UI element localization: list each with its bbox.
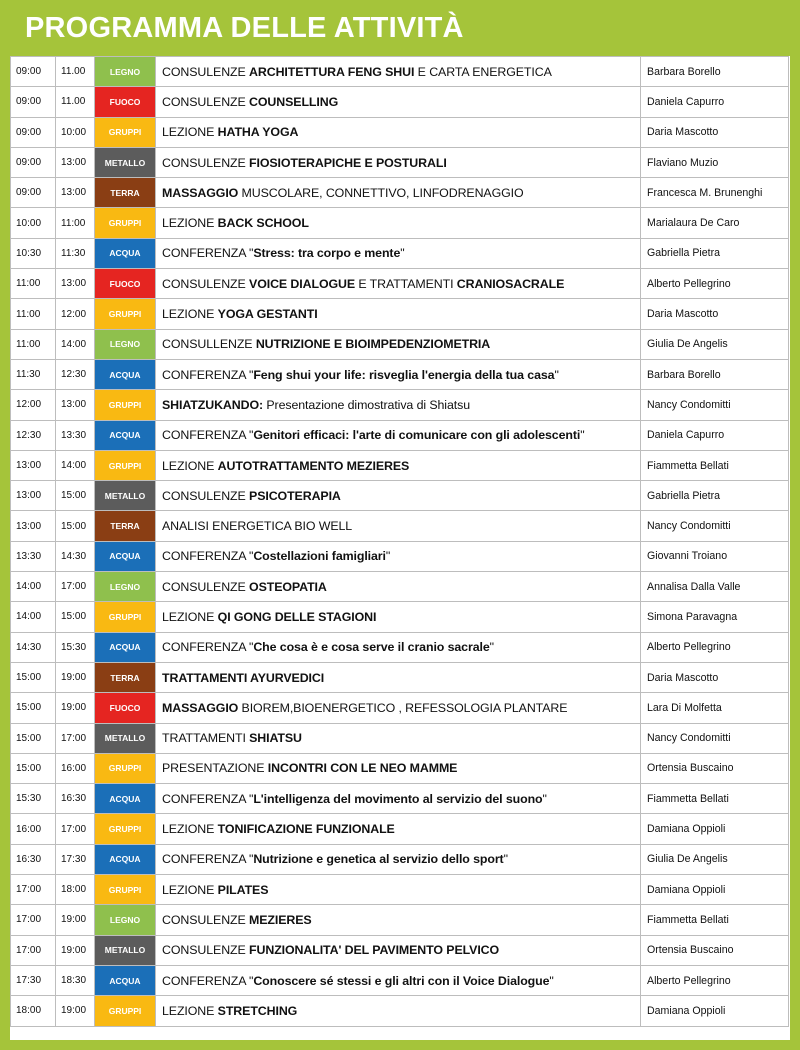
category-badge: GRUPPI (95, 117, 156, 147)
start-time-cell: 17:30 (11, 965, 56, 995)
activity-text-bold: TONIFICAZIONE FUNZIONALE (217, 822, 395, 837)
start-time-cell: 17:00 (11, 935, 56, 965)
activity-text: CONFERENZA " (162, 428, 254, 443)
end-time-cell: 15:00 (56, 602, 95, 632)
activity-cell (156, 359, 641, 389)
activity-cell (156, 511, 641, 541)
activity-text: " (542, 791, 547, 806)
person-cell: Daniela Capurro (641, 420, 789, 450)
table-row (11, 299, 789, 329)
person-cell: Fiammetta Bellati (641, 450, 789, 480)
category-badge: LEGNO (95, 905, 156, 935)
activity-text: CONFERENZA " (162, 246, 254, 261)
person-cell: Damiana Oppioli (641, 875, 789, 905)
activity-cell (156, 178, 641, 208)
table-row (11, 875, 789, 905)
activity-text: CONSULENZE (162, 943, 250, 958)
activity-text: CONFERENZA " (162, 852, 254, 867)
activity-cell (156, 875, 641, 905)
category-badge: TERRA (95, 178, 156, 208)
table-row (11, 814, 789, 844)
person-cell: Lara Di Molfetta (641, 693, 789, 723)
table-row (11, 117, 789, 147)
activity-text-bold: Stress: tra corpo e mente (253, 246, 401, 261)
category-badge: FUOCO (95, 693, 156, 723)
table-row (11, 632, 789, 662)
activity-text: LEZIONE (162, 125, 218, 140)
end-time-cell: 13:00 (56, 390, 95, 420)
person-cell: Giulia De Angelis (641, 844, 789, 874)
activity-text: E CARTA ENERGETICA (414, 64, 552, 79)
table-row (11, 178, 789, 208)
activity-text-bold: AUTOTRATTAMENTO MEZIERES (217, 458, 410, 473)
start-time-cell: 17:00 (11, 905, 56, 935)
person-cell: Daria Mascotto (641, 117, 789, 147)
activity-cell (156, 147, 641, 177)
activity-text-bold: Conoscere sé stessi e gli altri con il Voice Dialogue (253, 973, 550, 988)
end-time-cell: 13:00 (56, 147, 95, 177)
schedule-table (10, 56, 789, 1027)
start-time-cell: 13:00 (11, 450, 56, 480)
activity-text-bold: HATHA YOGA (217, 125, 299, 140)
end-time-cell: 12:00 (56, 299, 95, 329)
start-time-cell: 09:00 (11, 57, 56, 87)
table-row (11, 511, 789, 541)
activity-text: LEZIONE (162, 307, 218, 322)
start-time-cell: 15:00 (11, 723, 56, 753)
table-row (11, 208, 789, 238)
activity-text: CONSULENZE (162, 276, 250, 291)
person-cell: Daria Mascotto (641, 662, 789, 692)
end-time-cell: 17:30 (56, 844, 95, 874)
start-time-cell: 16:30 (11, 844, 56, 874)
start-time-cell: 11:00 (11, 299, 56, 329)
table-row (11, 359, 789, 389)
category-badge: GRUPPI (95, 602, 156, 632)
table-row (11, 693, 789, 723)
activity-text: TRATTAMENTI (162, 731, 250, 746)
person-cell: Barbara Borello (641, 359, 789, 389)
activity-text: CONFERENZA " (162, 791, 254, 806)
activity-cell (156, 753, 641, 783)
end-time-cell: 19:00 (56, 996, 95, 1026)
category-badge: ACQUA (95, 541, 156, 571)
table-row (11, 935, 789, 965)
activity-text: LEZIONE (162, 882, 218, 897)
table-row (11, 87, 789, 117)
end-time-cell: 19:00 (56, 905, 95, 935)
person-cell: Giovanni Troiano (641, 541, 789, 571)
start-time-cell: 16:00 (11, 814, 56, 844)
activity-text-bold: INCONTRI CON LE NEO MAMME (267, 761, 458, 776)
start-time-cell: 13:00 (11, 481, 56, 511)
start-time-cell: 09:00 (11, 117, 56, 147)
activity-text-bold: Costellazioni famigliari (253, 549, 386, 564)
category-badge: GRUPPI (95, 753, 156, 783)
category-badge: GRUPPI (95, 299, 156, 329)
table-row (11, 269, 789, 299)
activity-text-bold: L'intelligenza del movimento al servizio del suono (253, 791, 543, 806)
activity-text: " (385, 549, 391, 564)
table-row (11, 57, 789, 87)
table-row (11, 723, 789, 753)
person-cell: Daniela Capurro (641, 87, 789, 117)
page-title: PROGRAMMA DELLE ATTIVITÀ (25, 12, 464, 44)
category-badge: GRUPPI (95, 450, 156, 480)
end-time-cell: 14:00 (56, 329, 95, 359)
activity-text-bold: MASSAGGIO (162, 185, 239, 200)
end-time-cell: 18:00 (56, 875, 95, 905)
category-badge: METALLO (95, 935, 156, 965)
person-cell: Nancy Condomitti (641, 723, 789, 753)
category-badge: LEGNO (95, 329, 156, 359)
activity-text: " (549, 973, 554, 988)
end-time-cell: 11:00 (56, 208, 95, 238)
person-cell: Alberto Pellegrino (641, 632, 789, 662)
activity-cell (156, 420, 641, 450)
activity-text-bold: PSICOTERAPIA (249, 488, 341, 503)
start-time-cell: 15:00 (11, 662, 56, 692)
activity-cell (156, 996, 641, 1026)
activity-text-bold: Che cosa è e cosa serve il cranio sacrale (253, 640, 490, 655)
activity-cell (156, 814, 641, 844)
activity-text: CONSULENZE (162, 155, 250, 170)
person-cell: Alberto Pellegrino (641, 965, 789, 995)
activity-text: MUSCOLARE, CONNETTIVO, LINFODRENAGGIO (238, 185, 524, 200)
activity-text-bold: ARCHITETTURA FENG SHUI (249, 64, 415, 79)
activity-text: " (489, 640, 494, 655)
activity-cell (156, 329, 641, 359)
activity-text-bold: TRATTAMENTI AYURVEDICI (162, 670, 325, 685)
end-time-cell: 11.00 (56, 87, 95, 117)
activity-text: CONFERENZA " (162, 367, 254, 382)
activity-text-bold: STRETCHING (217, 1003, 298, 1018)
activity-cell (156, 844, 641, 874)
category-badge: GRUPPI (95, 875, 156, 905)
end-time-cell: 17:00 (56, 723, 95, 753)
table-row (11, 965, 789, 995)
person-cell: Barbara Borello (641, 57, 789, 87)
table-row (11, 844, 789, 874)
category-badge: ACQUA (95, 844, 156, 874)
activity-text: " (400, 246, 405, 261)
activity-cell (156, 723, 641, 753)
person-cell: Daria Mascotto (641, 299, 789, 329)
activity-text-bold: NUTRIZIONE E BIOIMPEDENZIOMETRIA (255, 337, 491, 352)
activity-cell (156, 905, 641, 935)
end-time-cell: 13:00 (56, 269, 95, 299)
category-badge: GRUPPI (95, 996, 156, 1026)
activity-cell (156, 481, 641, 511)
end-time-cell: 10:00 (56, 117, 95, 147)
activity-text-bold: FUNZIONALITA' DEL PAVIMENTO PELVICO (249, 943, 500, 958)
activity-text-bold: Genitori efficaci: l'arte di comunicare con gli adolescenti (253, 428, 581, 443)
start-time-cell: 14:30 (11, 632, 56, 662)
activity-text: CONSULENZE (162, 579, 250, 594)
activity-text: CONFERENZA " (162, 973, 254, 988)
start-time-cell: 10:30 (11, 238, 56, 268)
end-time-cell: 16:00 (56, 753, 95, 783)
activity-cell (156, 57, 641, 87)
end-time-cell: 11.00 (56, 57, 95, 87)
activity-text: BIOREM,BIOENERGETICO , REFESSOLOGIA PLANTARE (238, 700, 568, 715)
activity-text-bold: PILATES (217, 882, 269, 897)
table-row (11, 390, 789, 420)
category-badge: METALLO (95, 481, 156, 511)
person-cell: Ortensia Buscaino (641, 935, 789, 965)
end-time-cell: 16:30 (56, 784, 95, 814)
person-cell: Annalisa Dalla Valle (641, 572, 789, 602)
activity-cell (156, 299, 641, 329)
activity-cell (156, 238, 641, 268)
activity-text: CONSULENZE (162, 912, 250, 927)
category-badge: TERRA (95, 662, 156, 692)
person-cell: Gabriella Pietra (641, 238, 789, 268)
activity-text-bold: VOICE DIALOGUE (249, 276, 356, 291)
end-time-cell: 13:30 (56, 420, 95, 450)
category-badge: FUOCO (95, 87, 156, 117)
activity-cell (156, 784, 641, 814)
activity-text-bold: OSTEOPATIA (249, 579, 327, 594)
end-time-cell: 12:30 (56, 359, 95, 389)
person-cell: Damiana Oppioli (641, 814, 789, 844)
end-time-cell: 17:00 (56, 572, 95, 602)
table-row (11, 147, 789, 177)
activity-cell (156, 935, 641, 965)
table-row (11, 450, 789, 480)
activity-cell (156, 117, 641, 147)
activity-cell (156, 208, 641, 238)
activity-text-bold: CRANIOSACRALE (456, 276, 565, 291)
start-time-cell: 09:00 (11, 87, 56, 117)
start-time-cell: 09:00 (11, 147, 56, 177)
end-time-cell: 13:00 (56, 178, 95, 208)
activity-text-bold: FIOSIOTERAPICHE E POSTURALI (249, 155, 447, 170)
category-badge: GRUPPI (95, 208, 156, 238)
activity-cell (156, 541, 641, 571)
person-cell: Giulia De Angelis (641, 329, 789, 359)
category-badge: ACQUA (95, 632, 156, 662)
person-cell: Nancy Condomitti (641, 390, 789, 420)
activity-text-bold: SHIATZUKANDO: (162, 397, 264, 412)
activity-text-bold: QI GONG DELLE STAGIONI (217, 609, 377, 624)
end-time-cell: 18:30 (56, 965, 95, 995)
activity-text: CONFERENZA " (162, 640, 254, 655)
activity-text: CONSULLENZE (162, 337, 256, 352)
activity-text-bold: BACK SCHOOL (217, 216, 309, 231)
end-time-cell: 17:00 (56, 814, 95, 844)
start-time-cell: 12:30 (11, 420, 56, 450)
activity-text: E TRATTAMENTI (355, 276, 457, 291)
table-row (11, 572, 789, 602)
category-badge: ACQUA (95, 420, 156, 450)
activity-text: " (503, 852, 508, 867)
activity-text: CONSULENZE (162, 488, 250, 503)
category-badge: TERRA (95, 511, 156, 541)
activity-cell (156, 87, 641, 117)
category-badge: FUOCO (95, 269, 156, 299)
start-time-cell: 11:30 (11, 359, 56, 389)
end-time-cell: 14:30 (56, 541, 95, 571)
end-time-cell: 14:00 (56, 450, 95, 480)
table-row (11, 481, 789, 511)
activity-cell (156, 602, 641, 632)
activity-text-bold: COUNSELLING (249, 94, 339, 109)
start-time-cell: 11:00 (11, 269, 56, 299)
activity-text: PRESENTAZIONE (162, 761, 268, 776)
category-badge: GRUPPI (95, 390, 156, 420)
start-time-cell: 18:00 (11, 996, 56, 1026)
table-row (11, 541, 789, 571)
schedule-sheet (10, 56, 790, 1040)
activity-text-bold: MASSAGGIO (162, 700, 239, 715)
person-cell: Alberto Pellegrino (641, 269, 789, 299)
person-cell: Francesca M. Brunenghi (641, 178, 789, 208)
category-badge: ACQUA (95, 238, 156, 268)
table-row (11, 329, 789, 359)
activity-text: LEZIONE (162, 609, 218, 624)
activity-cell (156, 572, 641, 602)
end-time-cell: 15:00 (56, 511, 95, 541)
activity-cell (156, 450, 641, 480)
activity-text: " (580, 428, 585, 443)
activity-cell (156, 662, 641, 692)
category-badge: LEGNO (95, 572, 156, 602)
category-badge: ACQUA (95, 965, 156, 995)
category-badge: LEGNO (95, 57, 156, 87)
activity-text: " (554, 367, 559, 382)
start-time-cell: 13:30 (11, 541, 56, 571)
end-time-cell: 19:00 (56, 935, 95, 965)
activity-text: CONSULENZE (162, 94, 250, 109)
start-time-cell: 15:30 (11, 784, 56, 814)
table-row (11, 996, 789, 1026)
activity-text: ANALISI ENERGETICA BIO WELL (162, 519, 353, 534)
schedule-body (11, 57, 789, 1027)
person-cell: Fiammetta Bellati (641, 905, 789, 935)
activity-text-bold: MEZIERES (249, 912, 312, 927)
person-cell: Fiammetta Bellati (641, 784, 789, 814)
table-row (11, 905, 789, 935)
person-cell: Gabriella Pietra (641, 481, 789, 511)
table-row (11, 602, 789, 632)
table-row (11, 420, 789, 450)
person-cell: Flaviano Muzio (641, 147, 789, 177)
activity-cell (156, 269, 641, 299)
activity-text-bold: YOGA GESTANTI (217, 307, 318, 322)
category-badge: ACQUA (95, 784, 156, 814)
start-time-cell: 15:00 (11, 753, 56, 783)
start-time-cell: 13:00 (11, 511, 56, 541)
end-time-cell: 15:00 (56, 481, 95, 511)
end-time-cell: 19:00 (56, 693, 95, 723)
activity-cell (156, 965, 641, 995)
table-row (11, 784, 789, 814)
start-time-cell: 09:00 (11, 178, 56, 208)
activity-text: LEZIONE (162, 822, 218, 837)
table-row (11, 662, 789, 692)
end-time-cell: 19:00 (56, 662, 95, 692)
activity-cell (156, 632, 641, 662)
start-time-cell: 14:00 (11, 602, 56, 632)
activity-text: CONFERENZA " (162, 549, 254, 564)
category-badge: GRUPPI (95, 814, 156, 844)
activity-cell (156, 390, 641, 420)
start-time-cell: 11:00 (11, 329, 56, 359)
start-time-cell: 15:00 (11, 693, 56, 723)
category-badge: METALLO (95, 147, 156, 177)
title-bar (0, 0, 800, 56)
start-time-cell: 12:00 (11, 390, 56, 420)
start-time-cell: 14:00 (11, 572, 56, 602)
activity-text: LEZIONE (162, 1003, 218, 1018)
category-badge: METALLO (95, 723, 156, 753)
activity-text-bold: SHIATSU (249, 731, 302, 746)
activity-text: CONSULENZE (162, 64, 250, 79)
start-time-cell: 17:00 (11, 875, 56, 905)
activity-cell (156, 693, 641, 723)
activity-text-bold: Nutrizione e genetica al servizio dello sport (253, 852, 504, 867)
person-cell: Marialaura De Caro (641, 208, 789, 238)
activity-text: LEZIONE (162, 458, 218, 473)
activity-text-bold: Feng shui your life: risveglia l'energia della tua casa (253, 367, 555, 382)
activity-text: Presentazione dimostrativa di Shiatsu (263, 397, 470, 412)
person-cell: Simona Paravagna (641, 602, 789, 632)
person-cell: Damiana Oppioli (641, 996, 789, 1026)
category-badge: ACQUA (95, 359, 156, 389)
end-time-cell: 15:30 (56, 632, 95, 662)
end-time-cell: 11:30 (56, 238, 95, 268)
table-row (11, 238, 789, 268)
person-cell: Nancy Condomitti (641, 511, 789, 541)
person-cell: Ortensia Buscaino (641, 753, 789, 783)
start-time-cell: 10:00 (11, 208, 56, 238)
table-row (11, 753, 789, 783)
activity-text: LEZIONE (162, 216, 218, 231)
